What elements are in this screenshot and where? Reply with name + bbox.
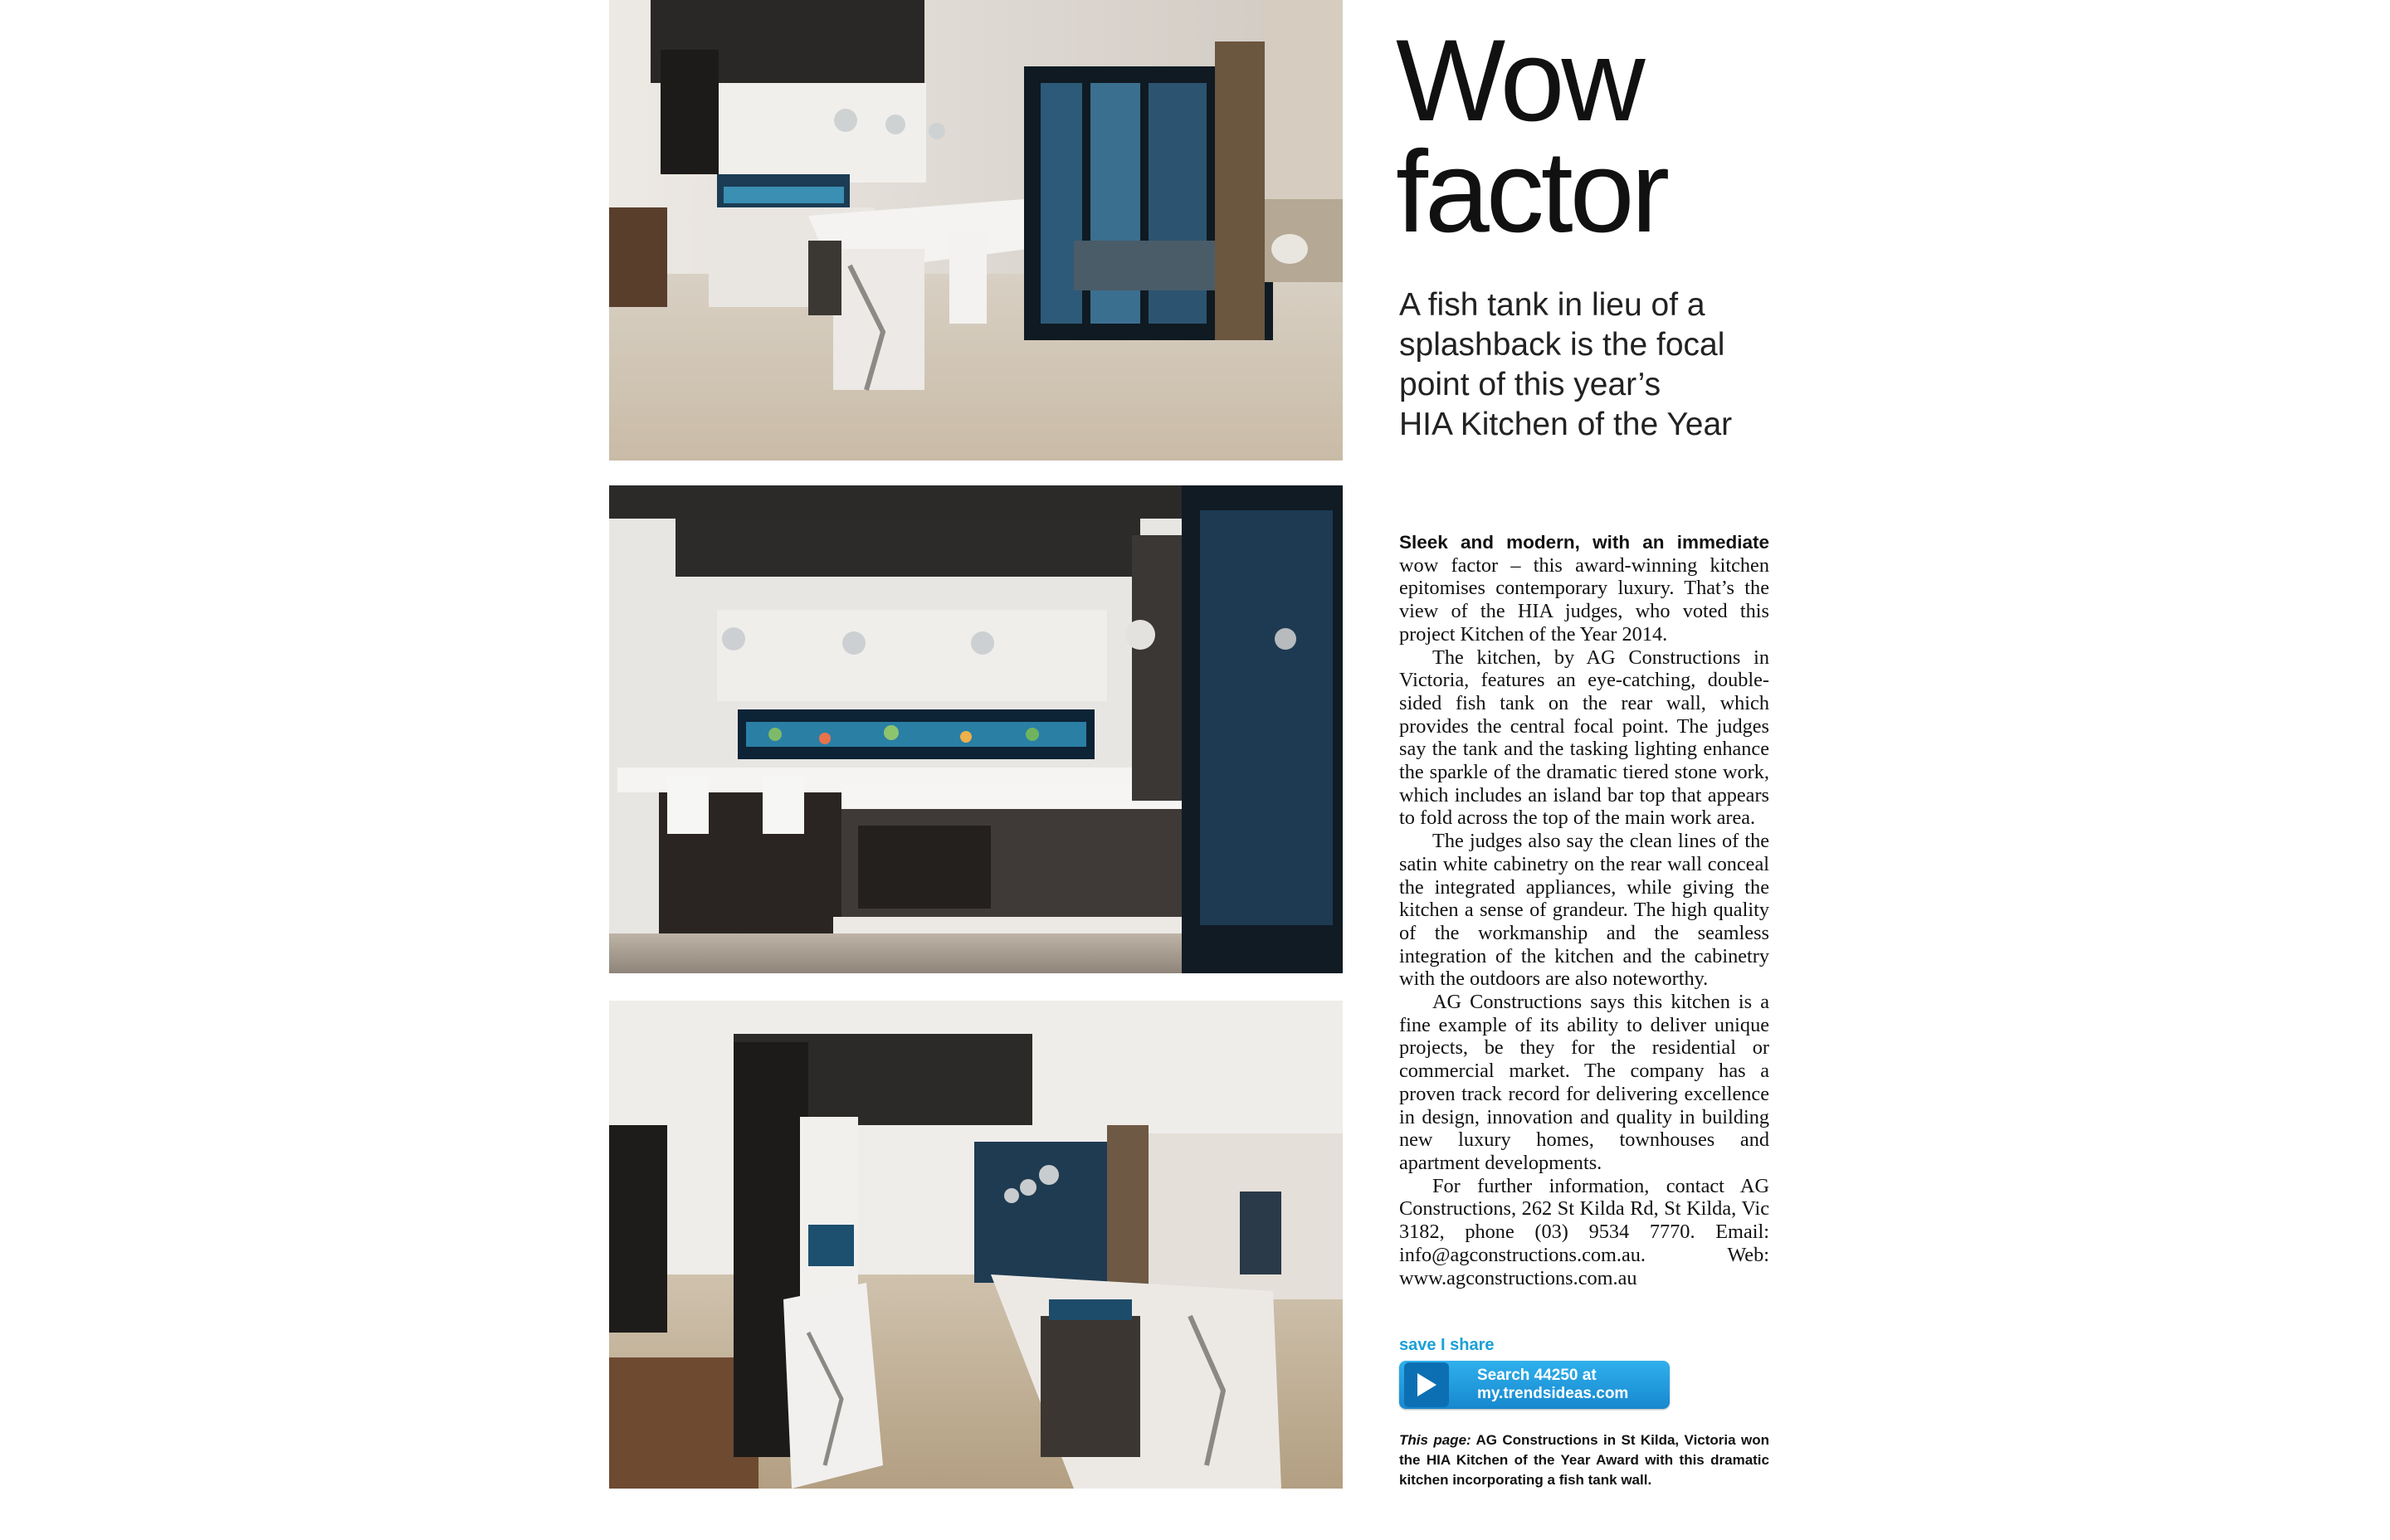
article-paragraph-1 [1399, 531, 1769, 646]
photo-caption [1399, 1430, 1769, 1490]
search-trends-button[interactable] [1399, 1361, 1670, 1409]
headline-line-1: Wow [1396, 15, 1642, 145]
article-paragraph-4: AG Constructions says this kitchen is a fine example of its ability to deliver unique projects, be they for the residential or commercial market. The company has a proven track record for delivering excellence in design, innovation and quality in building new luxury homes, townhouses and apartment developments. [1399, 991, 1769, 1174]
kitchen-photo-top [609, 0, 1343, 461]
headline-line-2: factor [1396, 126, 1667, 256]
save-share-separator: I [1436, 1336, 1451, 1354]
standfirst-line-2: splashback is the focal [1399, 327, 1725, 363]
article-standfirst [1399, 285, 1797, 445]
play-icon [1404, 1362, 1449, 1407]
kitchen-photo-bottom [609, 1001, 1343, 1489]
standfirst-line-3: point of this year’s [1399, 367, 1661, 402]
article-paragraph-1-text: wow factor – this award-winning kitchen epitomises contemporary luxury. That’s the view of the HIA judges, who voted this project Kitchen of the Year 2014. [1399, 553, 1769, 646]
save-share-links [1399, 1336, 1495, 1355]
standfirst-line-4: HIA Kitchen of the Year [1399, 407, 1733, 442]
search-button-line-2: my.trendsideas.com [1477, 1385, 1629, 1402]
kitchen-photo-middle [609, 485, 1343, 973]
article-paragraph-5: For further information, contact AG Constructions, 262 St Kilda Rd, St Kilda, Vic 3182, phone (03) 9534 7770. Email: info@agconstructions.com.au. Web: www.agconstructions.com.au [1399, 1174, 1769, 1289]
article-lead: Sleek and modern, with an immediate [1399, 532, 1769, 553]
search-button-line-1: Search 44250 at [1477, 1367, 1597, 1384]
article-body [1399, 531, 1769, 1289]
search-button-label [1477, 1367, 1628, 1403]
share-link[interactable]: share [1450, 1336, 1495, 1354]
article-paragraph-3: The judges also say the clean lines of the satin white cabinetry on the rear wall conceal the integrated appliances, while giving the kitchen a sense of grandeur. The high quality of the workmanship and the seamless integration of the kitchen and the cabinetry with the outdoors are also noteworthy. [1399, 830, 1769, 991]
standfirst-line-1: A fish tank in lieu of a [1399, 287, 1705, 323]
article-headline [1396, 15, 1827, 256]
save-link[interactable]: save [1399, 1336, 1436, 1354]
caption-text: AG Constructions in St Kilda, Victoria won the HIA Kitchen of the Year Award with this dramatic kitchen incorporating a fish tank wall. [1399, 1432, 1769, 1488]
article-paragraph-2: The kitchen, by AG Constructions in Victoria, features an eye-catching, double-sided fish tank on the rear wall, which provides the central focal point. The judges say the tank and the tasking lighting enhance the sparkle of the dramatic tiered stone work, which includes an island bar top that appears to fold across the top of the main work area. [1399, 646, 1769, 830]
caption-label: This page: [1399, 1432, 1471, 1448]
